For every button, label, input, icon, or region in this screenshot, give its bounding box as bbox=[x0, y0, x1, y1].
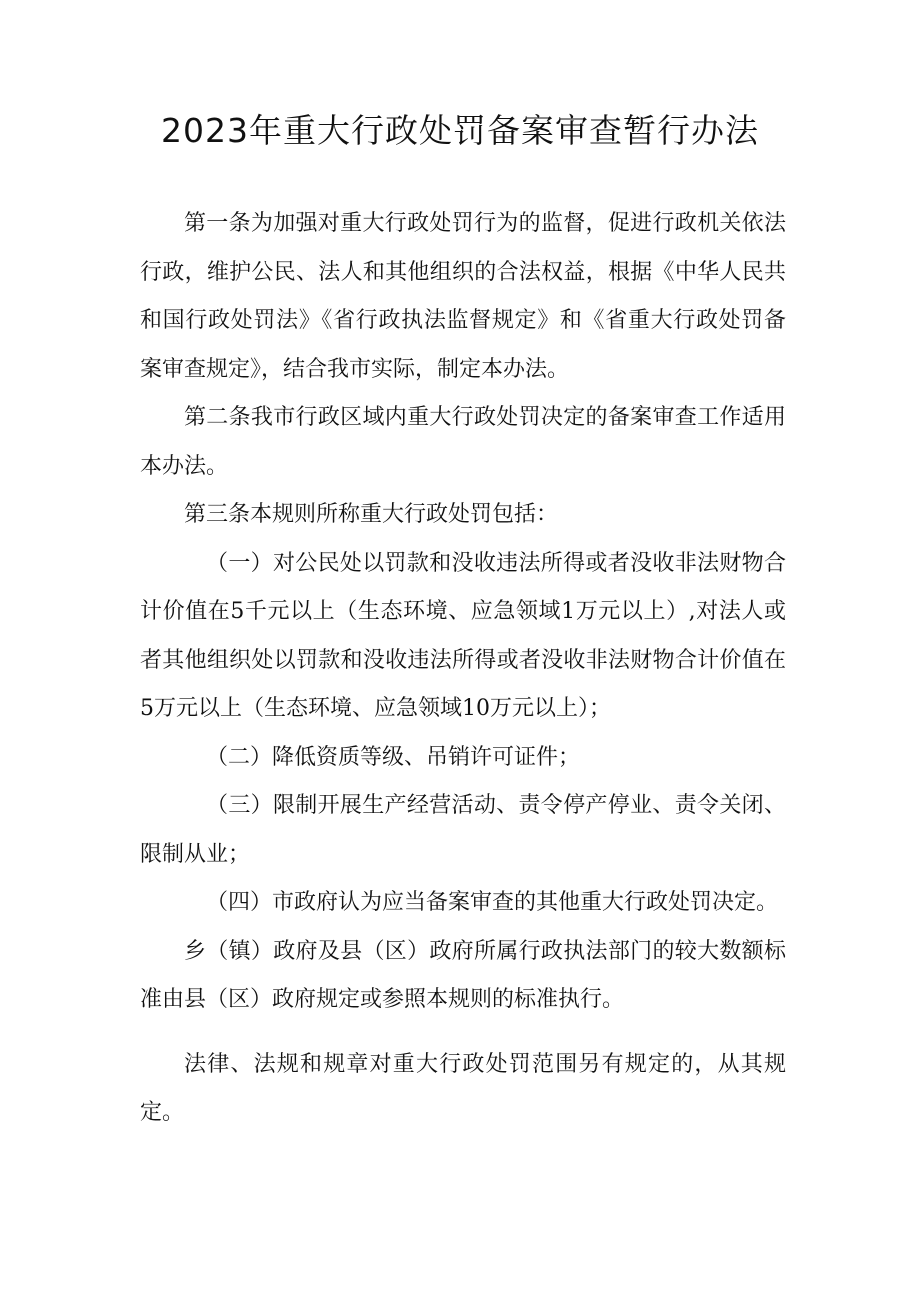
article-3-item-2: （二）降低资质等级、吊销许可证件； bbox=[206, 744, 581, 770]
article-3-item-3: （三）限制开展生产经营活动、责令停产停业、责令关闭、限制从业； bbox=[140, 793, 786, 867]
article-2: 第二条我市行政区域内重大行政处罚决定的备案审查工作适用本办法。 bbox=[140, 405, 786, 479]
document-body bbox=[140, 200, 786, 1138]
document-title: 2023年重大行政处罚备案审查暂行办法 bbox=[161, 111, 759, 150]
article-3: 第三条本规则所称重大行政处罚包括： bbox=[184, 502, 559, 527]
township-standard-paragraph: 乡（镇）政府及县（区）政府所属行政执法部门的较大数额标准由县（区）政府规定或参照本规则的标准执行。 bbox=[140, 938, 786, 1012]
article-1: 第一条为加强对重大行政处罚行为的监督，促进行政机关依法行政，维护公民、法人和其他组织的合法权益，根据《中华人民共和国行政处罚法》《省行政执法监督规定》和《省重大行政处罚备案审查规定》，结合我市实际，制定本办法。 bbox=[140, 211, 786, 382]
article-3-item-1: （一）对公民处以罚款和没收违法所得或者没收非法财物合计价值在5千元以上（生态环境、应急领域1万元以上）,对法人或者其他组织处以罚款和没收违法所得或者没收非法财物合计价值在5万元以上（生态环境、应急领域10万元以上）； bbox=[140, 550, 786, 721]
other-provisions-paragraph: 法律、法规和规章对重大行政处罚范围另有规定的，从其规定。 bbox=[140, 1051, 786, 1125]
article-3-item-4: （四）市政府认为应当备案审查的其他重大行政处罚决定。 bbox=[206, 890, 779, 915]
